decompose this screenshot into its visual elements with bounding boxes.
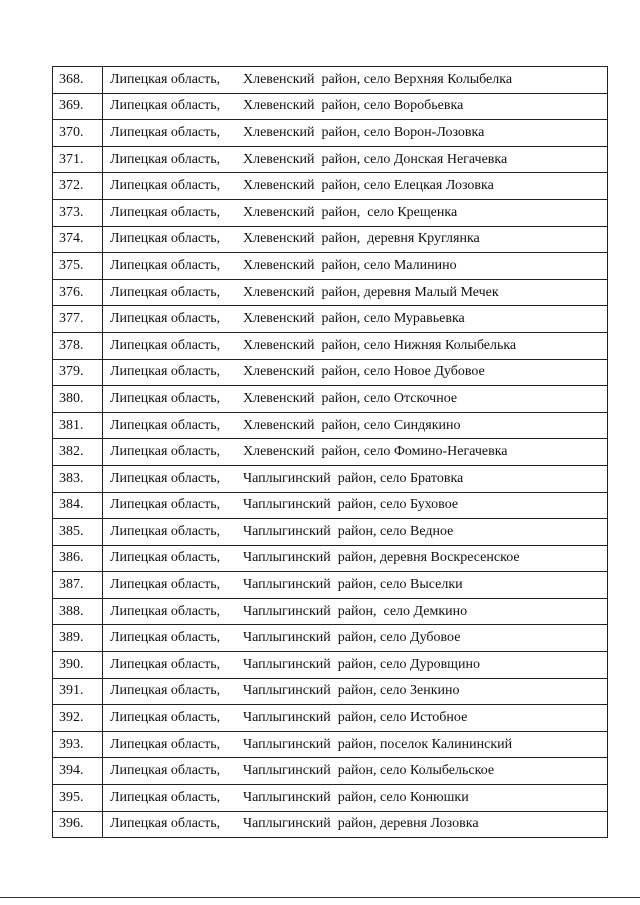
region-name: Липецкая область, (110, 656, 221, 672)
table-row (53, 625, 608, 652)
row-number: 371. (53, 146, 103, 173)
row-number: 387. (53, 572, 103, 599)
region-name: Липецкая область, (110, 417, 221, 433)
row-number: 391. (53, 678, 103, 705)
row-address (103, 492, 608, 519)
settlement-table-body (53, 67, 608, 838)
district-settlement: Хлевенский район, село Малинино (243, 257, 457, 273)
region-name: Липецкая область, (110, 603, 221, 619)
row-address (103, 173, 608, 200)
table-row (53, 253, 608, 280)
table-row (53, 226, 608, 253)
district-settlement: Хлевенский район, село Крещенка (243, 204, 458, 220)
row-number: 382. (53, 439, 103, 466)
table-row (53, 598, 608, 625)
row-address (103, 253, 608, 280)
table-row (53, 120, 608, 147)
region-name: Липецкая область, (110, 178, 221, 194)
district-settlement: Хлевенский район, село Ворон-Лозовка (243, 124, 485, 140)
row-address (103, 306, 608, 333)
row-number: 384. (53, 492, 103, 519)
table-row (53, 279, 608, 306)
row-number: 376. (53, 279, 103, 306)
region-name: Липецкая область, (110, 257, 221, 273)
row-address (103, 93, 608, 120)
row-address (103, 652, 608, 679)
district-settlement: Чаплыгинский район, поселок Калининский (243, 736, 513, 752)
row-number: 380. (53, 386, 103, 413)
table-row (53, 332, 608, 359)
region-name: Липецкая область, (110, 550, 221, 566)
region-name: Липецкая область, (110, 337, 221, 353)
region-name: Липецкая область, (110, 470, 221, 486)
row-number: 388. (53, 598, 103, 625)
district-settlement: Хлевенский район, село Фомино-Негачевка (243, 444, 508, 460)
table-row (53, 652, 608, 679)
row-number: 370. (53, 120, 103, 147)
table-row (53, 306, 608, 333)
region-name: Липецкая область, (110, 364, 221, 380)
row-address (103, 120, 608, 147)
row-number: 368. (53, 67, 103, 94)
region-name: Липецкая область, (110, 816, 221, 832)
row-address (103, 146, 608, 173)
table-row (53, 439, 608, 466)
row-address (103, 598, 608, 625)
row-address (103, 731, 608, 758)
region-name: Липецкая область, (110, 523, 221, 539)
district-settlement: Чаплыгинский район, село Истобное (243, 710, 468, 726)
district-settlement: Чаплыгинский район, село Конюшки (243, 789, 469, 805)
table-row (53, 412, 608, 439)
row-number: 377. (53, 306, 103, 333)
district-settlement: Чаплыгинский район, село Выселки (243, 577, 463, 593)
district-settlement: Чаплыгинский район, село Буховое (243, 497, 459, 513)
row-address (103, 439, 608, 466)
district-settlement: Хлевенский район, село Елецкая Лозовка (243, 178, 494, 194)
row-address (103, 412, 608, 439)
district-settlement: Чаплыгинский район, село Дубовое (243, 630, 461, 646)
region-name: Липецкая область, (110, 497, 221, 513)
table-row (53, 93, 608, 120)
region-name: Липецкая область, (110, 151, 221, 167)
table-row (53, 758, 608, 785)
region-name: Липецкая область, (110, 71, 221, 87)
district-settlement: Чаплыгинский район, деревня Лозовка (243, 816, 479, 832)
row-address (103, 359, 608, 386)
page-bottom-rule (0, 897, 640, 898)
row-number: 375. (53, 253, 103, 280)
row-number: 389. (53, 625, 103, 652)
row-number: 378. (53, 332, 103, 359)
table-row (53, 465, 608, 492)
row-address (103, 279, 608, 306)
region-name: Липецкая область, (110, 789, 221, 805)
table-row (53, 811, 608, 838)
table-row (53, 173, 608, 200)
row-address (103, 332, 608, 359)
row-number: 386. (53, 545, 103, 572)
row-number: 385. (53, 519, 103, 546)
district-settlement: Чаплыгинский район, село Зенкино (243, 683, 460, 699)
row-number: 372. (53, 173, 103, 200)
row-address (103, 811, 608, 838)
district-settlement: Чаплыгинский район, село Колыбельское (243, 763, 495, 779)
row-number: 369. (53, 93, 103, 120)
row-number: 396. (53, 811, 103, 838)
district-settlement: Хлевенский район, село Верхняя Колыбелка (243, 71, 513, 87)
table-row (53, 146, 608, 173)
district-settlement: Хлевенский район, село Нижняя Колыбелька (243, 337, 517, 353)
table-row (53, 572, 608, 599)
row-number: 393. (53, 731, 103, 758)
row-number: 374. (53, 226, 103, 253)
table-row (53, 678, 608, 705)
row-number: 383. (53, 465, 103, 492)
district-settlement: Хлевенский район, деревня Малый Мечек (243, 284, 499, 300)
region-name: Липецкая область, (110, 311, 221, 327)
district-settlement: Чаплыгинский район, село Дуровщино (243, 656, 480, 672)
row-address (103, 67, 608, 94)
district-settlement: Чаплыгинский район, село Демкино (243, 603, 468, 619)
region-name: Липецкая область, (110, 630, 221, 646)
region-name: Липецкая область, (110, 98, 221, 114)
region-name: Липецкая область, (110, 763, 221, 779)
row-number: 390. (53, 652, 103, 679)
settlement-table (52, 66, 608, 838)
district-settlement: Чаплыгинский район, село Братовка (243, 470, 464, 486)
district-settlement: Хлевенский район, деревня Круглянка (243, 231, 480, 247)
table-row (53, 359, 608, 386)
district-settlement: Хлевенский район, село Отскочное (243, 390, 458, 406)
district-settlement: Чаплыгинский район, село Ведное (243, 523, 454, 539)
row-address (103, 572, 608, 599)
row-number: 379. (53, 359, 103, 386)
table-row (53, 199, 608, 226)
table-row (53, 492, 608, 519)
table-row (53, 386, 608, 413)
region-name: Липецкая область, (110, 284, 221, 300)
row-number: 373. (53, 199, 103, 226)
row-address (103, 199, 608, 226)
table-row (53, 731, 608, 758)
district-settlement: Чаплыгинский район, деревня Воскресенское (243, 550, 520, 566)
district-settlement: Хлевенский район, село Воробьевка (243, 98, 464, 114)
district-settlement: Хлевенский район, село Донская Негачевка (243, 151, 508, 167)
row-address (103, 625, 608, 652)
row-address (103, 678, 608, 705)
row-address (103, 386, 608, 413)
row-address (103, 705, 608, 732)
row-address (103, 465, 608, 492)
district-settlement: Хлевенский район, село Синдякино (243, 417, 461, 433)
row-number: 394. (53, 758, 103, 785)
table-row (53, 785, 608, 812)
row-number: 381. (53, 412, 103, 439)
region-name: Липецкая область, (110, 390, 221, 406)
row-address (103, 545, 608, 572)
region-name: Липецкая область, (110, 736, 221, 752)
table-row (53, 67, 608, 94)
district-settlement: Хлевенский район, село Муравьевка (243, 311, 465, 327)
region-name: Липецкая область, (110, 124, 221, 140)
row-number: 395. (53, 785, 103, 812)
district-settlement: Хлевенский район, село Новое Дубовое (243, 364, 485, 380)
table-row (53, 545, 608, 572)
region-name: Липецкая область, (110, 204, 221, 220)
row-address (103, 226, 608, 253)
region-name: Липецкая область, (110, 683, 221, 699)
region-name: Липецкая область, (110, 444, 221, 460)
row-address (103, 785, 608, 812)
region-name: Липецкая область, (110, 710, 221, 726)
row-number: 392. (53, 705, 103, 732)
row-address (103, 519, 608, 546)
table-row (53, 519, 608, 546)
row-address (103, 758, 608, 785)
region-name: Липецкая область, (110, 231, 221, 247)
table-row (53, 705, 608, 732)
region-name: Липецкая область, (110, 577, 221, 593)
